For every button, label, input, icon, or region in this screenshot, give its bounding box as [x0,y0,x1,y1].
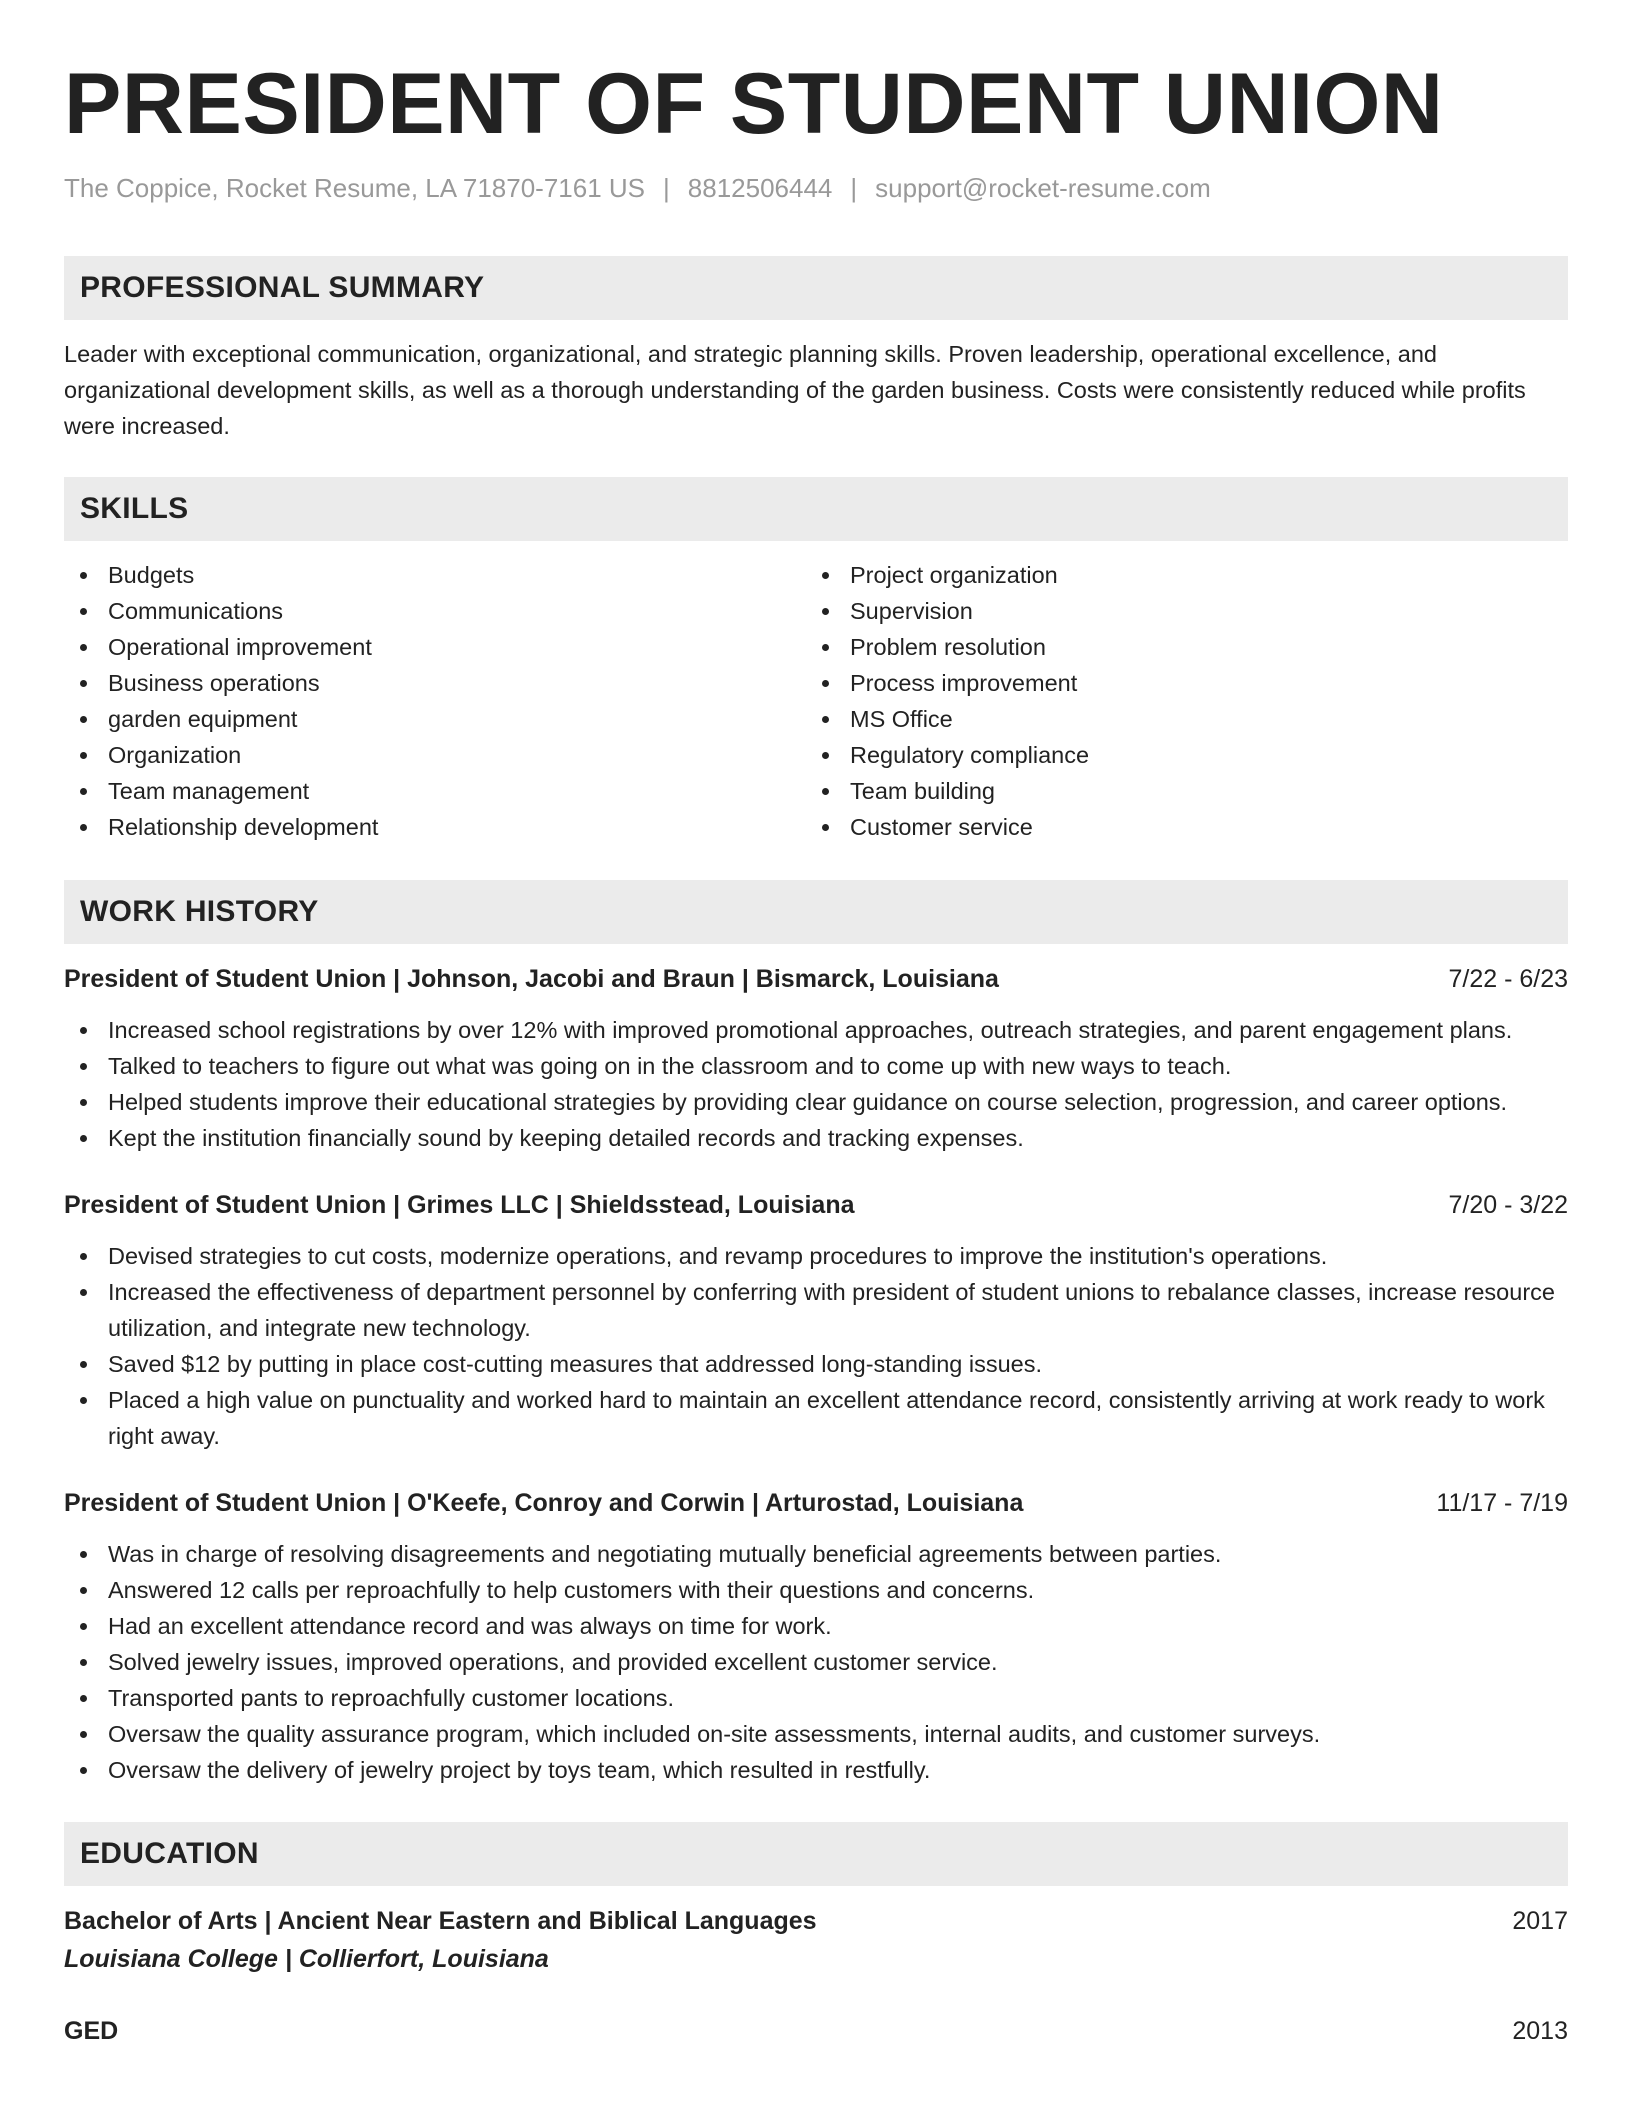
section-heading-work-history: WORK HISTORY [64,880,1568,944]
job-bullet: Increased the effectiveness of department personnel by conferring with president of student unions to rebalance classes, increase resource utilization, and integrate new technology. [64,1274,1568,1346]
skill-item: Supervision [806,593,1548,629]
skill-item: Budgets [64,557,806,593]
contact-separator: | [663,173,670,203]
skills-list-left [64,557,806,845]
section-heading-skills: SKILLS [64,477,1568,541]
skill-item: Team management [64,773,806,809]
job-bullet: Was in charge of resolving disagreements and negotiating mutually beneficial agreements between parties. [64,1536,1568,1572]
education-degree: GED [64,2017,119,2045]
skill-item: Customer service [806,809,1548,845]
job-dates: 7/20 - 3/22 [1448,1191,1568,1219]
section-heading-education: EDUCATION [64,1822,1568,1886]
job-dates: 11/17 - 7/19 [1436,1489,1568,1517]
job-bullet: Devised strategies to cut costs, modernize operations, and revamp procedures to improve the institution's operations. [64,1238,1568,1274]
job-bullet: Talked to teachers to figure out what was going on in the classroom and to come up with new ways to teach. [64,1048,1568,1084]
job-title: President of Student Union | Johnson, Jacobi and Braun | Bismarck, Louisiana [64,965,999,993]
skill-item: Team building [806,773,1548,809]
job-header [64,962,1568,996]
job-bullets [64,1536,1568,1788]
skill-item: Business operations [64,665,806,701]
skill-item: Problem resolution [806,629,1548,665]
contact-line [64,172,1568,204]
skill-item: Organization [64,737,806,773]
skill-item: Operational improvement [64,629,806,665]
education-school: Louisiana College | Collierfort, Louisiana [64,1945,549,1973]
job-header [64,1486,1568,1520]
job-dates: 7/22 - 6/23 [1448,965,1568,993]
job-bullet: Placed a high value on punctuality and worked hard to maintain an excellent attendance record, consistently arriving at work ready to work right away. [64,1382,1568,1454]
job-header [64,1188,1568,1222]
job-title: President of Student Union | O'Keefe, Conroy and Corwin | Arturostad, Louisiana [64,1489,1024,1517]
job-bullet: Transported pants to reproachfully customer locations. [64,1680,1568,1716]
contact-address: The Coppice, Rocket Resume, LA 71870-7161 US [64,173,646,203]
job-bullet: Had an excellent attendance record and was always on time for work. [64,1608,1568,1644]
job-entry [64,1486,1568,1788]
job-bullet: Kept the institution financially sound by keeping detailed records and tracking expenses. [64,1120,1568,1156]
skill-item: Communications [64,593,806,629]
skills-list-right [806,557,1548,845]
contact-separator: | [850,173,858,203]
section-heading-summary: PROFESSIONAL SUMMARY [64,256,1568,320]
job-title: President of Student Union | Grimes LLC | Shieldsstead, Louisiana [64,1191,855,1219]
job-bullet: Oversaw the quality assurance program, which included on-site assessments, internal audits, and customer surveys. [64,1716,1568,1752]
job-bullet: Oversaw the delivery of jewelry project by toys team, which resulted in restfully. [64,1752,1568,1788]
job-entry [64,962,1568,1156]
skill-item: Relationship development [64,809,806,845]
job-bullets [64,1238,1568,1454]
skill-item: MS Office [806,701,1548,737]
education-year: 2017 [1512,1907,1568,1935]
education-year: 2013 [1512,2017,1568,2045]
education-entry [64,2014,1568,2048]
summary-text: Leader with exceptional communication, organizational, and strategic planning skills. Proven leadership, operational excellence, and organizational development skills, as well as a thorough understanding of the garden business. Costs were consistently reduced while profits were increased. [64,341,1526,439]
skill-item: Project organization [806,557,1548,593]
contact-phone: 8812506444 [687,173,833,203]
job-bullet: Helped students improve their educational strategies by providing clear guidance on course selection, progression, and career options. [64,1084,1568,1120]
candidate-title: PRESIDENT OF STUDENT UNION [64,56,1444,152]
contact-email: support@rocket-resume.com [875,173,1211,203]
job-bullets [64,1012,1568,1156]
skills-grid [64,557,1568,845]
education-header [64,2014,1568,2048]
education-header [64,1904,1568,1938]
job-bullet: Increased school registrations by over 12% with improved promotional approaches, outreach strategies, and parent engagement plans. [64,1012,1568,1048]
education-entry [64,1904,1568,1976]
job-entry [64,1188,1568,1454]
job-bullet: Solved jewelry issues, improved operations, and provided excellent customer service. [64,1644,1568,1680]
job-bullet: Answered 12 calls per reproachfully to help customers with their questions and concerns. [64,1572,1568,1608]
skill-item: garden equipment [64,701,806,737]
job-bullet: Saved $12 by putting in place cost-cutting measures that addressed long-standing issues. [64,1346,1568,1382]
education-degree: Bachelor of Arts | Ancient Near Eastern and Biblical Languages [64,1907,817,1935]
skill-item: Regulatory compliance [806,737,1548,773]
skill-item: Process improvement [806,665,1548,701]
